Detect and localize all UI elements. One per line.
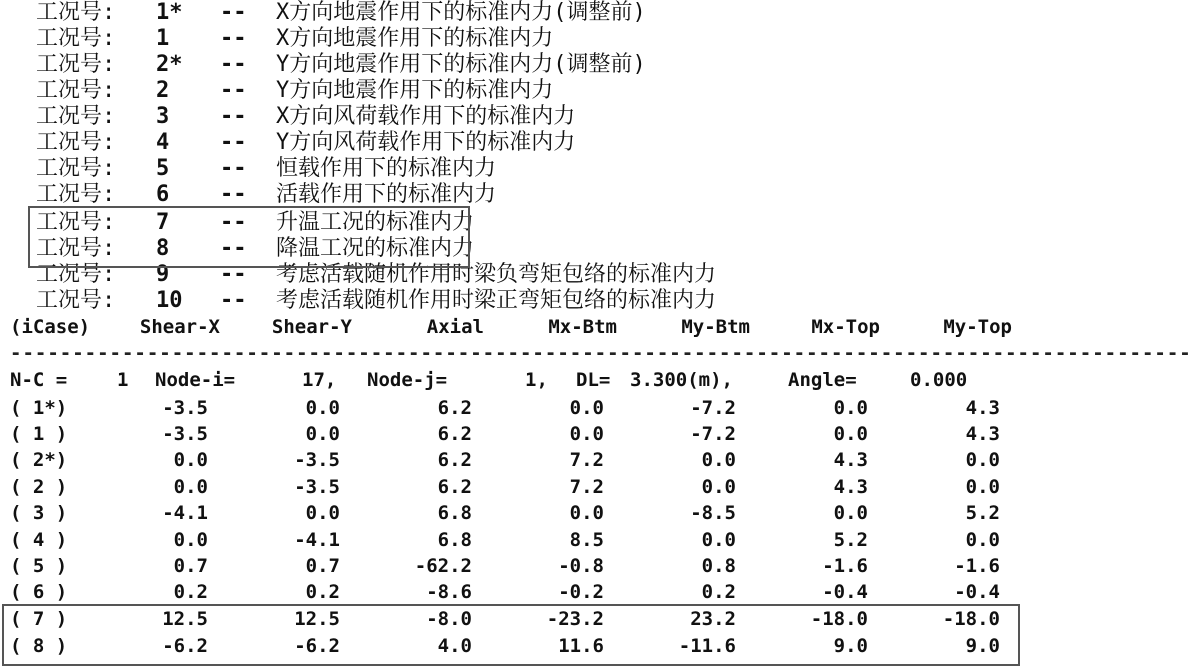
cell-mx-btm: -0.2 [558, 581, 604, 603]
cell-my-btm: 0.2 [701, 581, 736, 603]
cell-my-top: 4.3 [965, 397, 1000, 419]
nc-label: N-C = [10, 369, 68, 391]
highlight-box-temperature-rows [2, 604, 1020, 666]
case-description: 恒载作用下的标准内力 [276, 156, 497, 181]
cell-shear-y: 0.7 [305, 555, 340, 577]
table-row [0, 527, 1020, 553]
case-label: 工况号: [36, 156, 116, 181]
header-shear-x: Shear-X [139, 316, 220, 338]
node-i-label: Node-i= [155, 369, 236, 391]
case-label: 工况号: [36, 0, 116, 25]
case-line [36, 78, 553, 104]
case-separator: -- [220, 262, 247, 287]
cell-shear-x: 0.0 [173, 476, 208, 498]
table-row [0, 421, 1020, 447]
table-row [0, 395, 1020, 421]
case-label: 工况号: [36, 78, 116, 103]
cell-shear-y: 0.2 [305, 581, 340, 603]
case-label: 工况号: [36, 288, 116, 313]
case-description: 活载作用下的标准内力 [276, 182, 497, 207]
cell-my-top: 4.3 [965, 423, 1000, 445]
case-description: 考虑活载随机作用时梁负弯矩包络的标准内力 [276, 262, 717, 287]
highlight-box-temperature-cases [28, 206, 470, 268]
case-separator: -- [220, 78, 247, 103]
case-separator: -- [220, 288, 247, 313]
case-number: 9 [156, 262, 170, 287]
cell-my-btm: -7.2 [690, 397, 736, 419]
case-number: 5 [156, 156, 170, 181]
case-separator: -- [220, 210, 247, 235]
row-case: ( 7 ) [10, 608, 68, 630]
cell-mx-btm: 7.2 [569, 476, 604, 498]
case-label: 工况号: [36, 182, 116, 207]
cell-my-top: -18.0 [942, 608, 1000, 630]
cell-shear-x: -3.5 [162, 397, 208, 419]
case-number: 1 [156, 26, 170, 51]
case-number: 4 [156, 130, 170, 155]
cell-axial: 6.8 [437, 502, 472, 524]
table-row [0, 474, 1020, 500]
cell-my-top: 0.0 [965, 529, 1000, 551]
angle-label: Angle= [788, 369, 857, 391]
row-case: ( 3 ) [10, 502, 68, 524]
case-number: 10 [156, 288, 183, 313]
member-info-row [10, 369, 1010, 395]
row-case: ( 1*) [10, 397, 68, 419]
case-separator: -- [220, 182, 247, 207]
case-description: 升温工况的标准内力 [276, 210, 475, 235]
case-line [36, 288, 716, 314]
row-case: ( 8 ) [10, 635, 68, 657]
table-divider: ----------------------------------------------------------------------------------------------- [10, 342, 1192, 364]
case-line [36, 156, 496, 182]
cell-mx-btm: 8.5 [569, 529, 604, 551]
cell-shear-y: -6.2 [294, 635, 340, 657]
case-separator: -- [220, 26, 247, 51]
case-number: 3 [156, 104, 170, 129]
cell-axial: 6.8 [437, 529, 472, 551]
cell-my-btm: -8.5 [690, 502, 736, 524]
cell-mx-btm: 0.0 [569, 397, 604, 419]
cell-shear-x: -3.5 [162, 423, 208, 445]
header-axial: Axial [426, 316, 484, 338]
cell-my-btm: 0.0 [701, 449, 736, 471]
cell-my-btm: -7.2 [690, 423, 736, 445]
cell-my-btm: 0.8 [701, 555, 736, 577]
case-label: 工况号: [36, 130, 116, 155]
cell-axial: 6.2 [437, 476, 472, 498]
cell-shear-x: 0.2 [173, 581, 208, 603]
case-label: 工况号: [36, 236, 116, 261]
cell-shear-x: 12.5 [162, 608, 208, 630]
case-description: 降温工况的标准内力 [276, 236, 475, 261]
node-j-value: 1, [525, 369, 548, 391]
cell-mx-btm: -23.2 [546, 608, 604, 630]
case-separator: -- [220, 104, 247, 129]
cell-mx-top: 0.0 [833, 397, 868, 419]
case-separator: -- [220, 0, 247, 25]
case-label: 工况号: [36, 210, 116, 235]
row-case: ( 5 ) [10, 555, 68, 577]
cell-mx-top: 0.0 [833, 502, 868, 524]
row-case: ( 1 ) [10, 423, 68, 445]
dl-value: 3.300(m), [630, 369, 733, 391]
cell-axial: -8.6 [426, 581, 472, 603]
row-case: ( 2 ) [10, 476, 68, 498]
case-description: X方向地震作用下的标准内力 [276, 26, 554, 51]
cell-shear-y: 0.0 [305, 397, 340, 419]
cell-axial: 6.2 [437, 449, 472, 471]
cell-shear-y: -4.1 [294, 529, 340, 551]
cell-axial: 6.2 [437, 423, 472, 445]
header-shear-y: Shear-Y [271, 316, 352, 338]
cell-my-top: 9.0 [965, 635, 1000, 657]
cell-mx-btm: 0.0 [569, 423, 604, 445]
cell-my-top: -1.6 [954, 555, 1000, 577]
case-description: X方向风荷载作用下的标准内力 [276, 104, 576, 129]
case-description: Y方向地震作用下的标准内力(调整前) [276, 52, 646, 77]
cell-shear-y: 0.0 [305, 423, 340, 445]
cell-mx-btm: -0.8 [558, 555, 604, 577]
cell-mx-top: 4.3 [833, 476, 868, 498]
row-case: ( 4 ) [10, 529, 68, 551]
cell-axial: -62.2 [414, 555, 472, 577]
table-row [0, 447, 1020, 473]
dl-label: DL= [576, 369, 611, 391]
row-case: ( 6 ) [10, 581, 68, 603]
cell-axial: -8.0 [426, 608, 472, 630]
row-case: ( 2*) [10, 449, 68, 471]
case-line [36, 52, 646, 78]
case-number: 8 [156, 236, 170, 261]
header-icase: (iCase) [10, 316, 91, 338]
cell-mx-top: 0.0 [833, 423, 868, 445]
case-description: X方向地震作用下的标准内力(调整前) [276, 0, 646, 25]
cell-mx-top: -0.4 [822, 581, 868, 603]
cell-my-btm: 23.2 [690, 608, 736, 630]
case-line [36, 182, 496, 208]
header-my-top: My-Top [943, 316, 1012, 338]
header-mx-top: Mx-Top [811, 316, 880, 338]
case-number: 6 [156, 182, 170, 207]
case-separator: -- [220, 156, 247, 181]
cell-mx-top: -1.6 [822, 555, 868, 577]
case-separator: -- [220, 130, 247, 155]
case-description: Y方向风荷载作用下的标准内力 [276, 130, 576, 155]
cell-my-btm: 0.0 [701, 476, 736, 498]
cell-my-btm: 0.0 [701, 529, 736, 551]
case-line [36, 130, 575, 156]
cell-my-top: 0.0 [965, 476, 1000, 498]
nc-value: 1 [117, 369, 129, 391]
cell-axial: 6.2 [437, 397, 472, 419]
cell-my-top: 0.0 [965, 449, 1000, 471]
node-j-label: Node-j= [367, 369, 448, 391]
cell-my-btm: -11.6 [678, 635, 736, 657]
cell-shear-x: -4.1 [162, 502, 208, 524]
case-number: 7 [156, 210, 170, 235]
case-number: 2* [156, 52, 183, 77]
angle-value: 0.000 [910, 369, 968, 391]
case-number: 2 [156, 78, 170, 103]
cell-shear-x: 0.0 [173, 529, 208, 551]
header-my-btm: My-Btm [681, 316, 750, 338]
cell-shear-y: 0.0 [305, 502, 340, 524]
table-row [0, 553, 1020, 579]
cell-my-top: 5.2 [965, 502, 1000, 524]
cell-shear-x: -6.2 [162, 635, 208, 657]
cell-my-top: -0.4 [954, 581, 1000, 603]
cell-mx-btm: 0.0 [569, 502, 604, 524]
table-row [0, 500, 1020, 526]
case-number: 1* [156, 0, 183, 25]
case-description: Y方向地震作用下的标准内力 [276, 78, 554, 103]
case-separator: -- [220, 52, 247, 77]
header-mx-btm: Mx-Btm [548, 316, 617, 338]
case-line [36, 26, 553, 52]
case-line [36, 104, 575, 130]
cell-shear-y: -3.5 [294, 476, 340, 498]
cell-mx-top: 5.2 [833, 529, 868, 551]
case-separator: -- [220, 236, 247, 261]
cell-mx-top: 4.3 [833, 449, 868, 471]
cell-shear-x: 0.0 [173, 449, 208, 471]
case-description: 考虑活载随机作用时梁正弯矩包络的标准内力 [276, 288, 717, 313]
cell-mx-top: 9.0 [833, 635, 868, 657]
cell-mx-top: -18.0 [810, 608, 868, 630]
cell-shear-y: 12.5 [294, 608, 340, 630]
cell-shear-y: -3.5 [294, 449, 340, 471]
cell-mx-btm: 11.6 [558, 635, 604, 657]
case-label: 工况号: [36, 52, 116, 77]
table-row [0, 579, 1020, 605]
cell-axial: 4.0 [437, 635, 472, 657]
case-label: 工况号: [36, 26, 116, 51]
cell-shear-x: 0.7 [173, 555, 208, 577]
case-line [36, 0, 646, 26]
cell-mx-btm: 7.2 [569, 449, 604, 471]
node-i-value: 17, [302, 369, 337, 391]
case-label: 工况号: [36, 262, 116, 287]
case-label: 工况号: [36, 104, 116, 129]
